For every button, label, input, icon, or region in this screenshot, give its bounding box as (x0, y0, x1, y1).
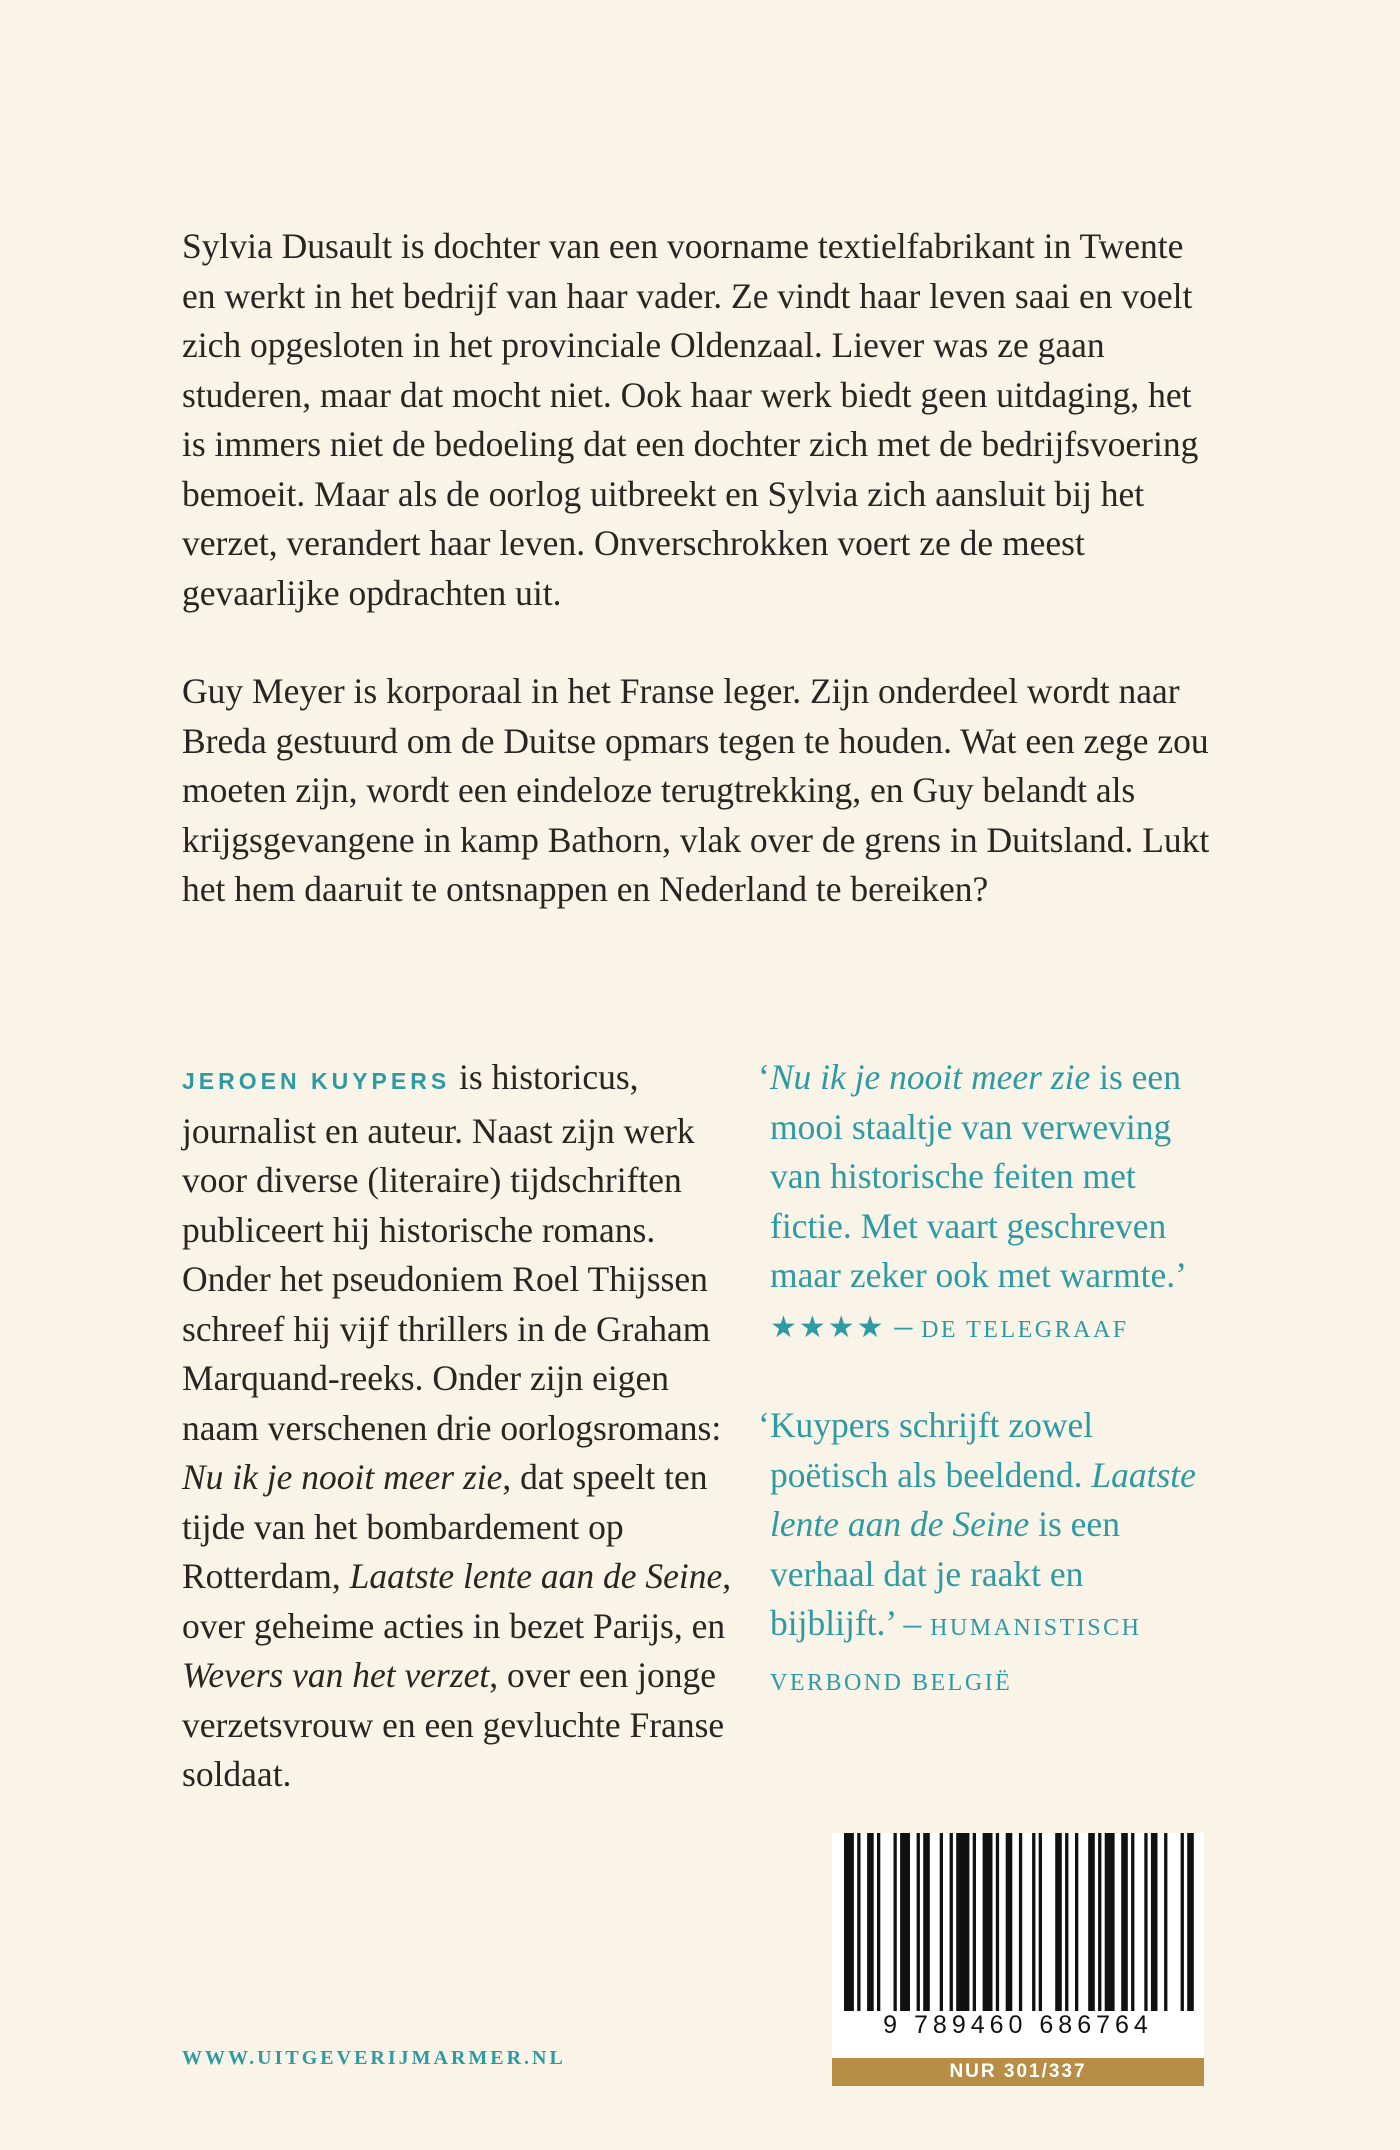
author-name: JEROEN KUYPERS (182, 1068, 451, 1094)
nur-code: NUR 301/337 (832, 2058, 1204, 2086)
publisher-website[interactable]: WWW.UITGEVERIJMARMER.NL (182, 2047, 566, 2069)
review-quote-telegraaf (758, 1053, 1198, 1355)
barcode (832, 1833, 1204, 2058)
blurb-paragraph-2: Guy Meyer is korporaal in het Franse leger. Zijn onderdeel wordt naar Breda gestuurd om de Duitse opmars tegen te houden. Wat een zege zou moeten zijn, wordt een eindeloze terugtrekking, en Guy belandt als krijgsgevangene in kamp Bathorn, vlak over de grens in Duitsland. Lukt het hem daaruit te ontsnappen en Nederland te bereiken? (182, 671, 1210, 909)
quote-text: is een mooi staaltje van verweving van historische feiten met fictie. Met vaart geschreven maar zeker ook met warmte.’ (770, 1057, 1187, 1295)
barcode-bar (950, 1833, 953, 2011)
rating-stars-icon: ★★★★ (770, 1310, 886, 1344)
barcode-bar (1105, 1833, 1115, 2011)
barcode-bar (844, 1833, 854, 2011)
barcode-bar (1144, 1833, 1147, 2011)
barcode-bar (973, 1833, 976, 2011)
barcode-bar (1121, 1833, 1128, 2011)
quote-book-title: Nu ik je nooit meer zie (769, 1057, 1091, 1097)
quote-book-title: Laatste lente aan de Seine (770, 1454, 1196, 1544)
quote-text-start: ‘Kuypers schrijft zowel poëtisch als beeldend. (758, 1405, 1094, 1495)
bio-text-2: , dat speelt ten tijde van het bombardement op Rotterdam, (182, 1457, 708, 1596)
barcode-bar (1019, 1833, 1022, 2011)
barcode-bar (1187, 1833, 1194, 2011)
bio-text-1: is historicus, journalist en auteur. Naast zijn werk voor diverse (literaire) tijdschriften publiceert hij historische romans. Onder het pseudoniem Roel Thijssen schreef hij vijf thrillers in de Graham Marquand-reeks. Onder zijn eigen naam verschenen drie oorlogsromans: (182, 1057, 722, 1448)
quote-dash: – (894, 1603, 931, 1643)
barcode-bar (877, 1833, 880, 2011)
barcode-bar (923, 1833, 930, 2011)
barcode-bar (857, 1833, 860, 2011)
barcode-bar (1039, 1833, 1042, 2011)
barcode-bars (832, 1833, 1204, 2011)
blurb-paragraph-1: Sylvia Dusault is dochter van een voorname textielfabrikant in Twente en werkt in het bedrijf van haar vader. Ze vindt haar leven saai en voelt zich opgesloten in het provinciale Oldenzaal. Liever was ze gaan studeren, maar dat mocht niet. Ook haar werk biedt geen uitdaging, het is immers niet de bedoeling dat een dochter zich met de bedrijfsvoering bemoeit. Maar als de oorlog uitbreekt en Sylvia zich aansluit bij het verzet, verandert haar leven. Onverschrokken voert ze de meest gevaarlijke opdrachten uit. (182, 226, 1199, 613)
author-bio-text (182, 1053, 742, 1800)
quote-text-end: is een verhaal dat je raakt en bijblijft.’ (770, 1504, 1120, 1643)
review-quote-humanistisch (758, 1401, 1198, 1708)
blurb (182, 222, 1222, 964)
book-title-3: Wevers van het verzet (182, 1655, 490, 1695)
barcode-bar (1151, 1833, 1158, 2011)
barcode-bar (1055, 1833, 1062, 2011)
barcode-bar (1006, 1833, 1013, 2011)
barcode-bar (956, 1833, 969, 2011)
bio-text-3: , over geheime acties in bezet Parijs, en (182, 1556, 732, 1646)
isbn-number: 9 789460 686764 (883, 2011, 1153, 2039)
barcode-bar (1131, 1833, 1134, 2011)
barcode-bar (983, 1833, 993, 2011)
barcode-bar (1164, 1833, 1167, 2011)
quote-source: DE TELEGRAAF (921, 1316, 1129, 1343)
author-bio (182, 1053, 742, 1800)
quote-source: HUMANISTISCH VERBOND BELGIË (770, 1615, 1142, 1696)
barcode-bar (917, 1833, 920, 2011)
bio-text-4: , over een jonge verzetsvrouw en een gevluchte Franse soldaat. (182, 1655, 725, 1794)
quote-dash: – (885, 1304, 922, 1345)
barcode-bar (940, 1833, 943, 2011)
barcode-bar (1181, 1833, 1184, 2011)
book-title-1: Nu ik je nooit meer zie (182, 1457, 503, 1497)
barcode-bar (1098, 1833, 1101, 2011)
barcode-bar (900, 1833, 910, 2011)
book-title-2: Laatste lente aan de Seine (349, 1556, 723, 1596)
barcode-bar (996, 1833, 999, 2011)
quote-open-mark: ‘ (758, 1057, 770, 1097)
review-quotes (758, 1053, 1198, 1754)
barcode-bar (1065, 1833, 1068, 2011)
barcode-bar (1075, 1833, 1078, 2011)
barcode-bar (1032, 1833, 1035, 2011)
barcode-bar (867, 1833, 874, 2011)
barcode-bar (1088, 1833, 1095, 2011)
barcode-bar (894, 1833, 897, 2011)
